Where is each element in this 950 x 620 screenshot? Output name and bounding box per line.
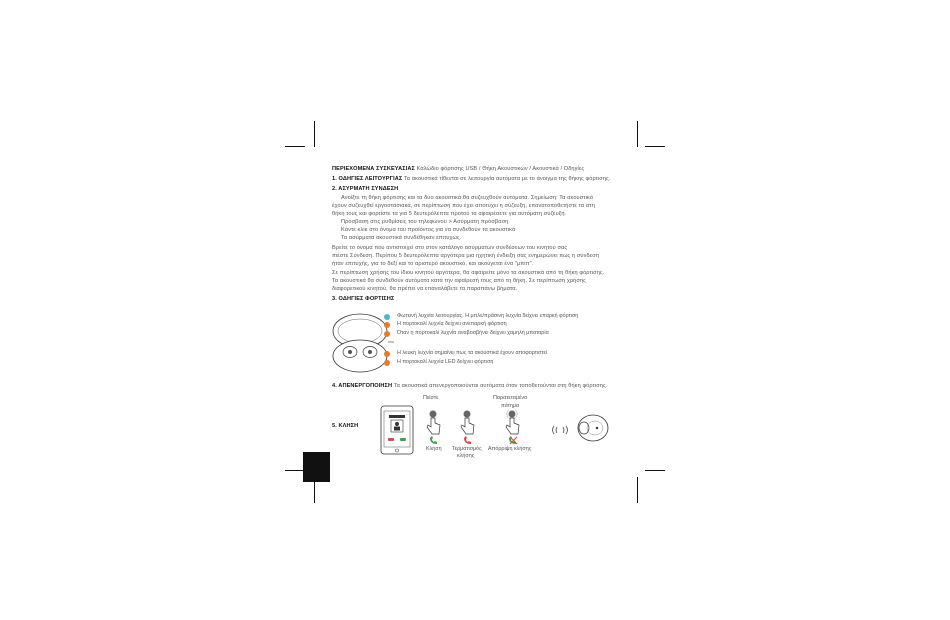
section2-line: πιέστε Σύνδεση. Περίπου 5 δευτερόλεπτα αργότερα μια ηχητική ένδειξη σας ενημερώνει πως η σύνδεση: [332, 253, 600, 259]
package-text: Καλώδιο φόρτισης USB / Θήκη Ακουστικών / Ακουστικά / Οδηγίες: [416, 166, 585, 172]
package-title: ΠΕΡΙΕΧΟΜΕΝΑ ΣΥΣΚΕΥΑΣΙΑΣ: [332, 166, 415, 172]
section1-title: 1. ΟΔΗΓΙΕΣ ΛΕΙΤΟΥΡΓΙΑΣ: [332, 176, 403, 182]
section4-line: [332, 383, 607, 390]
hand-long-press-icon: [503, 410, 523, 436]
led-label: Η λευκή λυχνία σημαίνει πως τα ακουστικά έχουν αποφορτιστεί: [397, 350, 548, 356]
crop-mark: [645, 146, 665, 147]
led-indicator: [384, 322, 390, 328]
section2-step: Πρόσβαση στις ρυθμίσεις του τηλεφώνου > Ασύρματη πρόσβαση: [341, 219, 509, 225]
long-press-label-line2: πάτημα: [501, 403, 520, 409]
long-press-label-line1: Παρατεταμένο: [493, 395, 528, 401]
section2-line: Σε περίπτωση χρήσης του ίδιου κινητού αργότερα, θα αφαιρείτε μόνο τα ακουστικά από τη θήκη φόρτισης.: [332, 270, 605, 276]
crop-mark: [645, 470, 665, 471]
section3-title: 3. ΟΔΗΓΙΕΣ ΦΟΡΤΙΣΗΣ: [332, 296, 395, 302]
sound-waves-icon: [550, 424, 570, 436]
section1-line: [332, 176, 611, 183]
led-label: Όταν η πορτοκαλί λυχνία αναβοσβήνει δείχνει χαμηλή μπαταρία: [397, 330, 549, 336]
section1-text: Τα ακουστικά τίθενται σε λειτουργία αυτόματα με το άνοιγμα της θήκης φόρτισης.: [403, 176, 611, 182]
section2-line: Βρείτε το όνομα που αντιστοιχεί στο στον κατάλογο ασύρματων συνδέσεων του κινητού σας: [332, 245, 568, 251]
reject-label: Απόρριψη κλήσης: [488, 446, 532, 452]
led-indicator: [384, 331, 390, 337]
section2-line: θήκη τους και φορτίστε τα για 5 δευτερόλεπτα προτού τα αφαιρέσετε για αυτόματη σύζευξη.: [332, 211, 567, 217]
package-contents-line: [332, 166, 584, 173]
press-label: Πιέστε: [423, 395, 439, 401]
led-indicator: [384, 351, 390, 357]
led-label: Η πορτοκαλί λυχνία δείχνει ανεπαρκή φόρτιση: [397, 321, 507, 327]
earbud-illustration: [572, 408, 612, 448]
section2-line: Ανοίξτε τη θήκη φόρτισης και τα δύο ακουστικά θα συζευχθούν αυτόματα. Σημείωση: Τα ακουστικά: [341, 195, 594, 201]
crop-mark: [285, 146, 305, 147]
section5-title: 5. ΚΛΗΣΗ: [332, 423, 359, 429]
end-call-label-line2: κλήσης: [457, 453, 475, 459]
phone-illustration: [380, 405, 414, 455]
led-indicator: [384, 314, 390, 320]
crop-mark: [285, 470, 305, 471]
section2-line: ήταν επιτυχής, για το δεξί και το αριστερό ακουστικό, και ακούγεται ένα "μπιπ".: [332, 261, 534, 267]
led-label: Η πορτοκαλί λυχνία LED δείχνει φόρτιση: [397, 359, 494, 365]
crop-mark: [637, 121, 638, 147]
crop-mark: [637, 477, 638, 503]
call-label: Κλήση: [426, 446, 442, 452]
section2-line: έχουν συζευχθεί εργοστασιακά, σε περίπτωση που έχει αποτύχει η σύζευξη, επανατοποθετήστε τα στη: [332, 203, 595, 209]
section4-title: 4. ΑΠΕΝΕΡΓΟΠΟΙΗΣΗ: [332, 383, 393, 389]
led-indicator: [384, 360, 390, 366]
section2-step: Κάντε κλικ στο όνομα του προϊόντος για να συνδεθούν τα ακουστικά: [341, 227, 516, 233]
section2-step: Τα ασύρματα ακουστικά συνδέθηκαν επιτυχώς.: [341, 235, 462, 241]
section4-text: Τα ακουστικά απενεργοποιούνται αυτόματα όταν τοποθετούνται στη θήκη φόρτισης.: [393, 383, 608, 389]
section2-line: διαφορετικού κινητού, θα πρέπει να επαναλάβετε τα παραπάνω βήματα.: [332, 286, 518, 292]
phone-answer-icon: [429, 436, 439, 445]
section2-title: 2. ΑΣΥΡΜΑΤΗ ΣΥΝΔΕΣΗ: [332, 186, 399, 192]
page-tab-marker: [303, 452, 330, 482]
crop-mark: [314, 121, 315, 147]
end-call-label-line1: Τερματισμός: [452, 446, 482, 452]
hand-press-icon: [424, 410, 444, 436]
hand-press-icon: [458, 410, 478, 436]
led-label: Φωτεινή λυχνία λειτουργίας. Η μπλε/πράσινη λυχνία δείχνει επαρκή φόρτιση: [397, 313, 579, 319]
section2-line: Τα ακουστικά θα συνδεθούν αυτόματα κατά την αφαίρεσή τους από τη θήκη. Σε περίπτωση χρήσης: [332, 278, 586, 284]
phone-hangup-icon: [463, 436, 473, 445]
phone-reject-icon: [508, 436, 518, 445]
